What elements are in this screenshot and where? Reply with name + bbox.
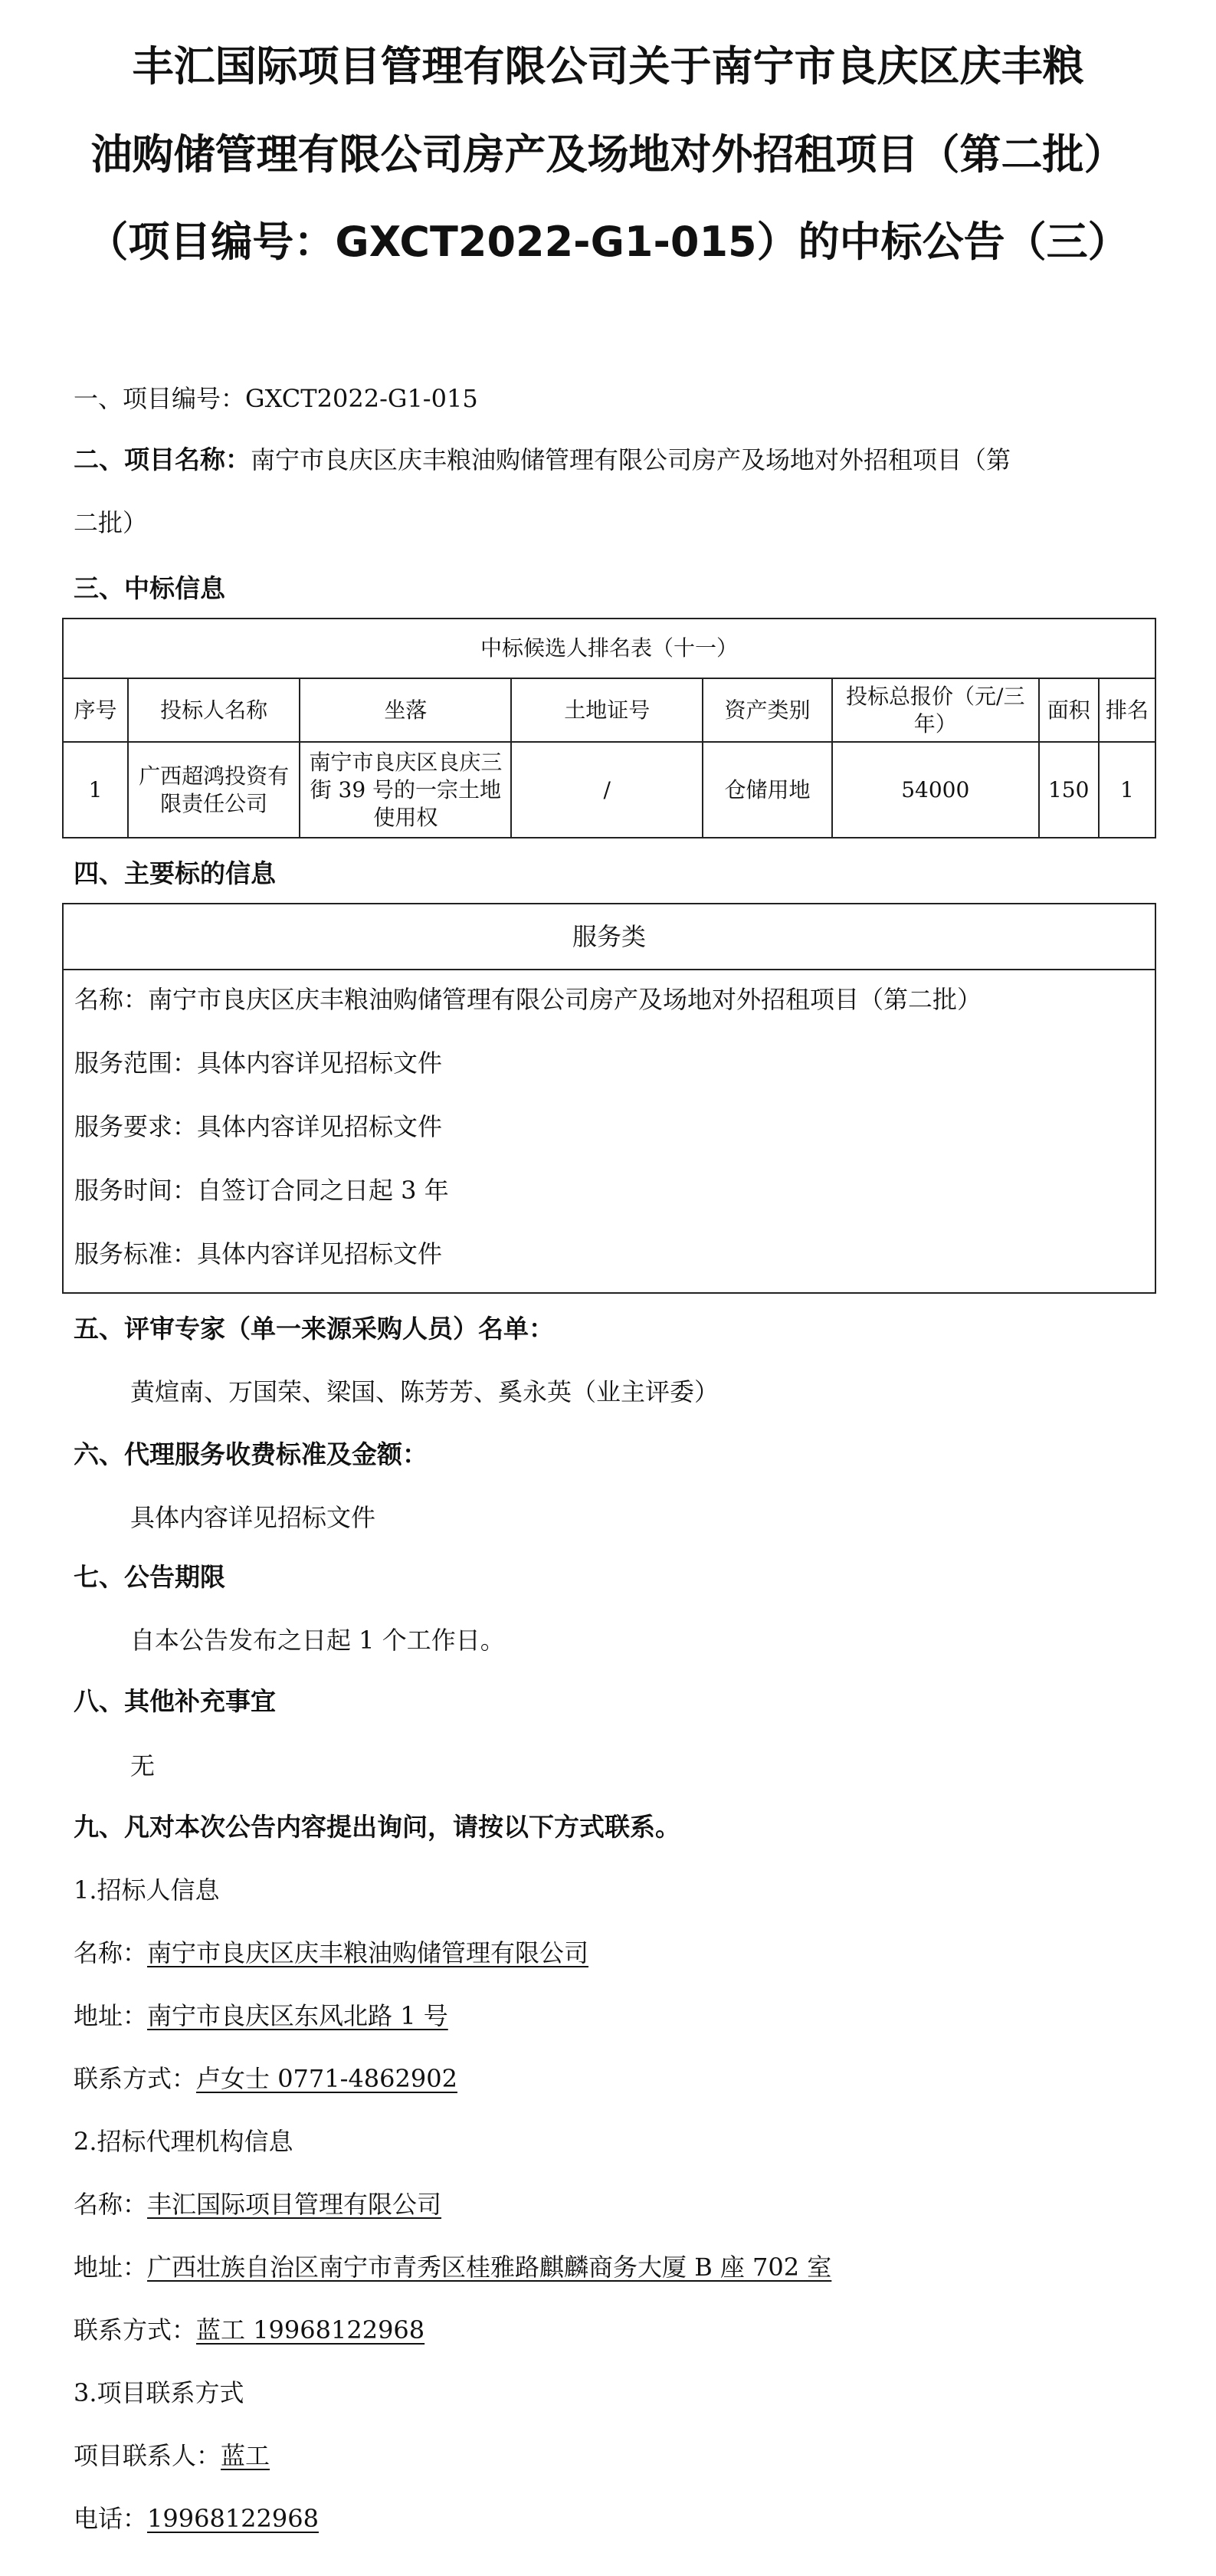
service-name: 名称：南宁市良庆区庆丰粮油购储管理有限公司房产及场地对外招租项目（第二批） bbox=[74, 985, 982, 1014]
cell-location: 南宁市良庆区良庆三街 39 号的一宗土地使用权 bbox=[300, 742, 511, 838]
service-requirement: 服务要求：具体内容详见招标文件 bbox=[74, 1112, 443, 1141]
project-contact-person-label: 项目联系人： bbox=[74, 2441, 221, 2470]
other-matters: 无 bbox=[130, 1751, 156, 1780]
agency-address-label: 地址： bbox=[74, 2253, 148, 2282]
tenderer-address-label: 地址： bbox=[74, 2001, 148, 2030]
section-1-heading: 一、项目编号： bbox=[74, 384, 246, 413]
project-number: GXCT2022-G1-015 bbox=[245, 384, 478, 413]
agency-info-title: 2.招标代理机构信息 bbox=[74, 2127, 293, 2156]
project-phone bbox=[74, 2502, 319, 2535]
project-contact-title: 3.项目联系方式 bbox=[74, 2378, 244, 2407]
service-info-box bbox=[62, 903, 1156, 1294]
agency-name bbox=[74, 2187, 441, 2221]
agency-contact-label: 联系方式： bbox=[74, 2315, 197, 2345]
section-1 bbox=[74, 382, 478, 415]
service-time: 服务时间：自签订合同之日起 3 年 bbox=[74, 1176, 449, 1205]
tenderer-name bbox=[74, 1936, 588, 1970]
cell-rank: 1 bbox=[1099, 742, 1155, 838]
col-header: 土地证号 bbox=[511, 678, 703, 742]
tenderer-name-label: 名称： bbox=[74, 1938, 148, 1967]
section-3-heading: 三、中标信息 bbox=[74, 573, 225, 603]
section-7-heading: 七、公告期限 bbox=[74, 1562, 225, 1592]
section-4-heading: 四、主要标的信息 bbox=[74, 858, 276, 888]
cell-land-cert: / bbox=[511, 742, 703, 838]
section-8-heading: 八、其他补充事宜 bbox=[74, 1686, 276, 1716]
project-phone-value: 19968122968 bbox=[147, 2504, 319, 2533]
col-header: 坐落 bbox=[300, 678, 511, 742]
col-header: 排名 bbox=[1099, 678, 1155, 742]
agency-name-label: 名称： bbox=[74, 2190, 148, 2219]
project-contact-person-value: 蓝工 bbox=[221, 2441, 270, 2470]
service-standard: 服务标准：具体内容详见招标文件 bbox=[74, 1239, 443, 1268]
tenderer-address-value: 南宁市良庆区东风北路 1 号 bbox=[147, 2001, 448, 2030]
section-2-heading: 二、项目名称： bbox=[74, 445, 251, 474]
col-header: 资产类别 bbox=[703, 678, 832, 742]
table-row bbox=[63, 742, 1155, 838]
expert-list: 黄煊南、万国荣、梁国、陈芳芳、奚永英（业主评委） bbox=[130, 1377, 719, 1406]
title-line-3: （项目编号：GXCT2022-G1-015）的中标公告（三） bbox=[87, 218, 1129, 266]
title-line-2: 油购储管理有限公司房产及场地对外招租项目（第二批） bbox=[90, 130, 1126, 179]
agency-contact bbox=[74, 2313, 424, 2347]
section-6-heading: 六、代理服务收费标准及金额： bbox=[74, 1439, 428, 1469]
col-header: 投标总报价（元/三年） bbox=[832, 678, 1039, 742]
cell-price: 54000 bbox=[832, 742, 1039, 838]
tenderer-contact-label: 联系方式： bbox=[74, 2064, 197, 2093]
project-phone-label: 电话： bbox=[74, 2504, 148, 2533]
service-box-header: 服务类 bbox=[64, 904, 1155, 970]
project-name-continued: 二批） bbox=[74, 508, 148, 537]
agency-name-value: 丰汇国际项目管理有限公司 bbox=[147, 2190, 442, 2219]
cell-area: 150 bbox=[1039, 742, 1099, 838]
service-scope: 服务范围：具体内容详见招标文件 bbox=[74, 1048, 443, 1078]
project-contact-person bbox=[74, 2439, 270, 2473]
notice-period: 自本公告发布之日起 1 个工作日。 bbox=[130, 1626, 505, 1655]
section-5-heading: 五、评审专家（单一来源采购人员）名单： bbox=[74, 1314, 554, 1344]
fee-standard: 具体内容详见招标文件 bbox=[130, 1503, 376, 1532]
title-line-1: 丰汇国际项目管理有限公司关于南宁市良庆区庆丰粮 bbox=[132, 42, 1084, 90]
section-2 bbox=[74, 443, 1011, 477]
col-header: 序号 bbox=[63, 678, 128, 742]
agency-contact-value: 蓝工 19968122968 bbox=[196, 2315, 425, 2345]
tenderer-name-value: 南宁市良庆区庆丰粮油购储管理有限公司 bbox=[147, 1938, 589, 1967]
cell-no: 1 bbox=[63, 742, 128, 838]
tenderer-contact bbox=[74, 2062, 457, 2095]
col-header: 面积 bbox=[1039, 678, 1099, 742]
tenderer-address bbox=[74, 1999, 448, 2033]
tenderer-info-title: 1.招标人信息 bbox=[74, 1875, 220, 1905]
candidate-ranking-table bbox=[62, 618, 1156, 838]
col-header: 投标人名称 bbox=[128, 678, 300, 742]
table-header-row bbox=[63, 678, 1155, 742]
section-9-heading: 九、凡对本次公告内容提出询问，请按以下方式联系。 bbox=[74, 1812, 680, 1842]
cell-asset-type: 仓储用地 bbox=[703, 742, 832, 838]
project-name: 南宁市良庆区庆丰粮油购储管理有限公司房产及场地对外招租项目（第 bbox=[251, 445, 1011, 474]
agency-address-value: 广西壮族自治区南宁市青秀区桂雅路麒麟商务大厦 B 座 702 室 bbox=[147, 2253, 832, 2282]
cell-bidder: 广西超鸿投资有限责任公司 bbox=[128, 742, 300, 838]
tenderer-contact-value: 卢女士 0771-4862902 bbox=[196, 2064, 457, 2093]
agency-address bbox=[74, 2250, 831, 2284]
table-caption: 中标候选人排名表（十一） bbox=[63, 619, 1155, 678]
